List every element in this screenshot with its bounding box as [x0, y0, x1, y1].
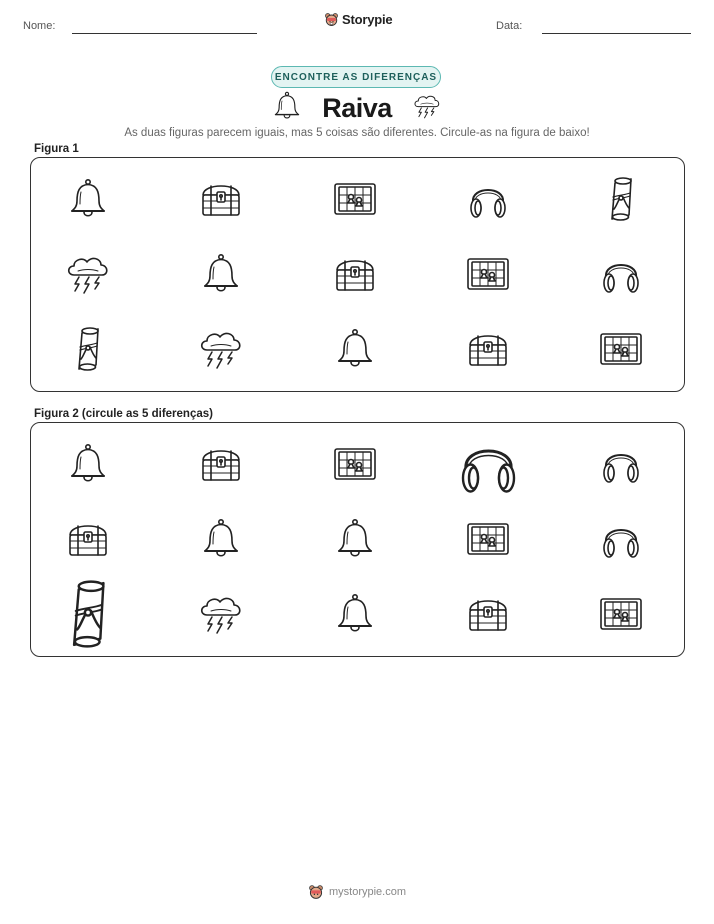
board-game-icon: [332, 180, 378, 218]
headphones-icon: [600, 518, 642, 560]
grid-cell: [48, 166, 128, 232]
scroll-icon: [603, 175, 639, 223]
grid-cell[interactable]: [448, 581, 528, 647]
grid-cell: [181, 316, 261, 382]
bell-icon: [335, 593, 375, 635]
grid-cell[interactable]: [581, 581, 661, 647]
headphones-icon: [467, 178, 509, 220]
board-game-icon: [598, 595, 644, 633]
storm-cloud-icon: [64, 253, 112, 295]
storm-cloud-icon: [197, 328, 245, 370]
board-game-icon: [332, 445, 378, 483]
scroll-icon: [70, 325, 106, 373]
board-game-icon: [598, 330, 644, 368]
title-row: [0, 90, 714, 126]
grid-cell[interactable]: [181, 581, 261, 647]
bell-icon: [201, 518, 241, 560]
grid-cell: [181, 166, 261, 232]
headphones-icon: [457, 433, 520, 496]
footer: [0, 884, 714, 900]
treasure-chest-icon: [199, 179, 243, 219]
bell-icon: [68, 443, 108, 485]
grid-cell: [448, 241, 528, 307]
brand-name: Storypie: [342, 12, 393, 27]
grid-cell: [315, 316, 395, 382]
board-game-icon: [465, 255, 511, 293]
grid-cell: [448, 316, 528, 382]
grid-cell: [315, 241, 395, 307]
activity-badge: ENCONTRE AS DIFERENÇAS: [271, 66, 441, 88]
grid-cell[interactable]: [48, 431, 128, 497]
bell-icon: [272, 91, 302, 126]
grid-cell: [48, 241, 128, 307]
bell-icon: [68, 178, 108, 220]
bear-mascot-icon: [308, 884, 324, 900]
grid-cell: [315, 166, 395, 232]
figure-1-panel: [30, 157, 685, 392]
grid-cell[interactable]: [181, 431, 261, 497]
grid-cell[interactable]: [448, 506, 528, 572]
bear-mascot-icon: [324, 12, 339, 27]
treasure-chest-icon: [466, 594, 510, 634]
grid-cell: [581, 166, 661, 232]
figure-2-panel[interactable]: [30, 422, 685, 657]
grid-cell: [581, 241, 661, 307]
grid-cell[interactable]: [315, 581, 395, 647]
name-line[interactable]: [72, 33, 257, 34]
grid-cell[interactable]: [48, 506, 128, 572]
page-title: Raiva: [322, 92, 392, 123]
treasure-chest-icon: [333, 254, 377, 294]
grid-cell[interactable]: [581, 506, 661, 572]
bell-icon: [335, 518, 375, 560]
grid-cell[interactable]: [48, 581, 128, 647]
grid-cell[interactable]: [181, 506, 261, 572]
grid-cell: [181, 241, 261, 307]
brand-logo: [324, 12, 392, 27]
treasure-chest-icon: [66, 519, 110, 559]
storm-cloud-icon: [197, 593, 245, 635]
instructions-text: As duas figuras parecem iguais, mas 5 coisas são diferentes. Circule-as na figura de baixo!: [124, 127, 590, 139]
figure-1-label: Figura 1: [34, 143, 79, 155]
headphones-icon: [600, 253, 642, 295]
grid-cell[interactable]: [315, 506, 395, 572]
treasure-chest-icon: [466, 329, 510, 369]
treasure-chest-icon: [199, 444, 243, 484]
board-game-icon: [465, 520, 511, 558]
bell-icon: [201, 253, 241, 295]
scroll-icon: [60, 577, 116, 651]
date-label: Data:: [496, 20, 523, 32]
grid-cell: [48, 316, 128, 382]
headphones-icon: [600, 443, 642, 485]
name-label: Nome:: [23, 20, 56, 32]
grid-cell[interactable]: [315, 431, 395, 497]
storm-cloud-icon: [412, 91, 442, 126]
grid-cell[interactable]: [448, 431, 528, 497]
footer-url[interactable]: mystorypie.com: [328, 886, 407, 898]
date-line[interactable]: [542, 33, 691, 34]
grid-cell: [581, 316, 661, 382]
grid-cell[interactable]: [581, 431, 661, 497]
figure-2-label: Figura 2 (circule as 5 diferenças): [34, 408, 213, 420]
bell-icon: [335, 328, 375, 370]
grid-cell: [448, 166, 528, 232]
